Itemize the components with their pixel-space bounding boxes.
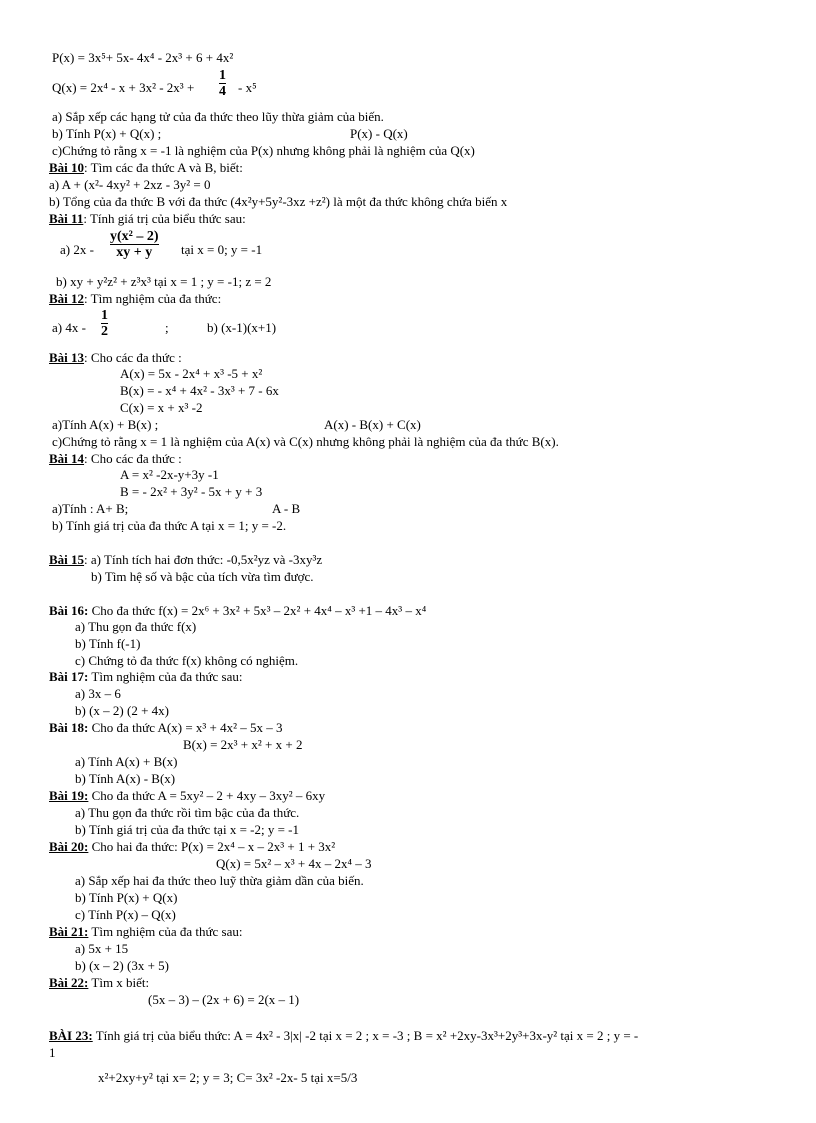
exercise-20	[49, 839, 335, 854]
exercise-21-title: Bài 21:	[49, 924, 89, 939]
exercise-13-C: C(x) = x + x³ -2	[120, 400, 203, 415]
exercise-17-b: b) (x – 2) (2 + 4x)	[75, 703, 169, 718]
exercise-14-B: B = - 2x² + 3y² - 5x + y + 3	[120, 484, 263, 499]
exercise-14-a-1: a)Tính : A+ B;	[52, 501, 129, 516]
exercise-20-Q: Q(x) = 5x² – x³ + 4x – 2x⁴ – 3	[216, 856, 372, 871]
exercise-18-b: b) Tính A(x) - B(x)	[75, 771, 176, 786]
fraction-one-half	[101, 308, 108, 339]
exercise-14-text: : Cho các đa thức :	[84, 451, 182, 466]
q-definition: Q(x) = 2x⁴ - x + 3x² - 2x³ +	[52, 80, 195, 95]
exercise-13-text: : Cho các đa thức :	[84, 350, 182, 365]
exercise-20-a: a) Sắp xếp hai đa thức theo luỹ thừa giảm dần của biến.	[75, 873, 364, 888]
exercise-23	[49, 1028, 638, 1043]
exercise-19-title: Bài 19:	[49, 788, 89, 803]
exercise-16-b: b) Tính f(-1)	[75, 636, 141, 651]
exercise-12-separator: ;	[165, 320, 169, 335]
exercise-14-title: Bài 14	[49, 451, 85, 466]
exercise-14	[49, 451, 182, 466]
exercise-12	[49, 291, 221, 306]
exercise-10	[49, 160, 243, 175]
exercise-23-last: x²+2xy+y² tại x= 2; y = 3; C= 3x² -2x- 5 tại x=5/3	[98, 1070, 358, 1085]
exercise-15-text: : a) Tính tích hai đơn thức: -0,5x²yz và -3xy³z	[84, 552, 323, 567]
exercise-12-a-prefix: a) 4x -	[52, 320, 86, 335]
exercise-12-text: : Tìm nghiệm của đa thức:	[84, 291, 222, 306]
exercise-12-title: Bài 12	[49, 291, 85, 306]
exercise-21-a: a) 5x + 15	[75, 941, 129, 956]
exercise-14-b: b) Tính giá trị của đa thức A tại x = 1; y = -2.	[52, 518, 287, 533]
exercise-11-text: : Tính giá trị của biểu thức sau:	[83, 211, 246, 226]
exercise-21	[49, 924, 242, 939]
exercise-14-A: A = x² -2x-y+3y -1	[120, 467, 219, 482]
exercise-15-b: b) Tìm hệ số và bậc của tích vừa tìm được.	[91, 569, 314, 584]
exercise-13-a-2: A(x) - B(x) + C(x)	[324, 417, 421, 432]
exercise-15	[49, 552, 322, 567]
exercise-20-title: Bài 20:	[49, 839, 89, 854]
exercise-22	[49, 975, 149, 990]
q-part-c: c)Chứng tỏ rằng x = -1 là nghiệm của P(x) nhưng không phải là nghiệm của Q(x)	[52, 143, 475, 158]
exercise-18	[49, 720, 283, 735]
exercise-13-a-1: a)Tính A(x) + B(x) ;	[52, 417, 159, 432]
fraction-numerator: y(x² – 2)	[110, 229, 159, 244]
exercise-10-text: : Tìm các đa thức A và B, biết:	[84, 160, 243, 175]
exercise-17-text: Tìm nghiệm của đa thức sau:	[91, 669, 243, 684]
exercise-10-title: Bài 10	[49, 160, 85, 175]
exercise-21-b: b) (x – 2) (3x + 5)	[75, 958, 169, 973]
exercise-20-c: c) Tính P(x) – Q(x)	[75, 907, 176, 922]
exercise-11-a-suffix: tại x = 0; y = -1	[181, 242, 263, 257]
fraction-numerator: 1	[101, 308, 108, 323]
exercise-19-a: a) Thu gọn đa thức rồi tìm bậc của đa thức.	[75, 805, 300, 820]
fraction-denominator: 4	[219, 84, 226, 99]
exercise-12-b: b) (x-1)(x+1)	[207, 320, 277, 335]
exercise-14-a-2: A - B	[272, 501, 301, 516]
exercise-13-B: B(x) = - x⁴ + 4x² - 3x³ + 7 - 6x	[120, 383, 279, 398]
exercise-17	[49, 669, 242, 684]
exercise-13-A: A(x) = 5x - 2x⁴ + x³ -5 + x²	[120, 366, 263, 381]
exercise-22-title: Bài 22:	[49, 975, 89, 990]
exercise-11-fraction	[110, 229, 159, 260]
exercise-16-c: c) Chứng tỏ đa thức f(x) không có nghiệm.	[75, 653, 299, 668]
q-part-b-1: b) Tính P(x) + Q(x) ;	[52, 126, 162, 141]
fraction-denominator: 2	[101, 324, 108, 339]
exercise-13	[49, 350, 182, 365]
exercise-17-a: a) 3x – 6	[75, 686, 121, 701]
exercise-18-B: B(x) = 2x³ + x² + x + 2	[183, 737, 303, 752]
exercise-20-b: b) Tính P(x) + Q(x)	[75, 890, 178, 905]
exercise-21-text: Tìm nghiệm của đa thức sau:	[91, 924, 243, 939]
exercise-10-a: a) A + (x²- 4xy² + 2xz - 3y² = 0	[49, 177, 211, 192]
exercise-20-text: Cho hai đa thức: P(x) = 2x⁴ – x – 2x³ + 1 + 3x²	[91, 839, 336, 854]
exercise-16-text: Cho đa thức f(x) = 2x⁶ + 3x² + 5x³ – 2x² + 4x⁴ – x³ +1 – 4x³ – x⁴	[91, 603, 427, 618]
exercise-18-title: Bài 18:	[49, 720, 89, 735]
exercise-11-title: Bài 11	[49, 211, 84, 226]
q-definition-tail: - x⁵	[238, 80, 257, 95]
exercise-23-text: Tính giá trị của biểu thức: A = 4x² - 3|x| -2 tại x = 2 ; x = -3 ; B = x² +2xy-3x³+2y³+3x-y² tại x = 2 ; y = -	[95, 1028, 639, 1043]
exercise-19	[49, 788, 325, 803]
fraction-numerator: 1	[219, 68, 226, 83]
fraction-one-quarter	[219, 68, 226, 99]
exercise-13-c: c)Chứng tỏ rằng x = 1 là nghiệm của A(x) và C(x) nhưng không phải là nghiệm của đa thức B(x).	[52, 434, 559, 449]
exercise-16-title: Bài 16:	[49, 603, 89, 618]
exercise-23-continued: 1	[49, 1045, 56, 1060]
exercise-22-text: Tìm x biết:	[91, 975, 150, 990]
exercise-19-text: Cho đa thức A = 5xy² – 2 + 4xy – 3xy² – 6xy	[91, 788, 326, 803]
exercise-10-b: b) Tổng của đa thức B với đa thức (4x²y+5y²-3xz +z²) là một đa thức không chứa biến x	[49, 194, 508, 209]
exercise-16	[49, 603, 426, 618]
exercise-22-equation: (5x – 3) – (2x + 6) = 2(x – 1)	[148, 992, 300, 1007]
p-definition: P(x) = 3x⁵+ 5x- 4x⁴ - 2x³ + 6 + 4x²	[52, 50, 234, 65]
exercise-16-a: a) Thu gọn đa thức f(x)	[75, 619, 197, 634]
q-part-b-2: P(x) - Q(x)	[350, 126, 408, 141]
fraction-denominator: xy + y	[116, 245, 153, 260]
exercise-11	[49, 211, 246, 226]
exercise-23-title: BÀI 23:	[49, 1028, 93, 1043]
exercise-19-b: b) Tính giá trị của đa thức tại x = -2; y = -1	[75, 822, 299, 837]
exercise-18-a: a) Tính A(x) + B(x)	[75, 754, 178, 769]
exercise-11-b: b) xy + y²z² + z³x³ tại x = 1 ; y = -1; z = 2	[56, 274, 272, 289]
exercise-13-title: Bài 13	[49, 350, 85, 365]
exercise-15-title: Bài 15	[49, 552, 85, 567]
q-part-a: a) Sắp xếp các hạng tử của đa thức theo lũy thừa giảm của biến.	[52, 109, 384, 124]
exercise-11-a-prefix: a) 2x -	[60, 242, 94, 257]
exercise-18-text: Cho đa thức A(x) = x³ + 4x² – 5x – 3	[91, 720, 283, 735]
exercise-17-title: Bài 17:	[49, 669, 89, 684]
